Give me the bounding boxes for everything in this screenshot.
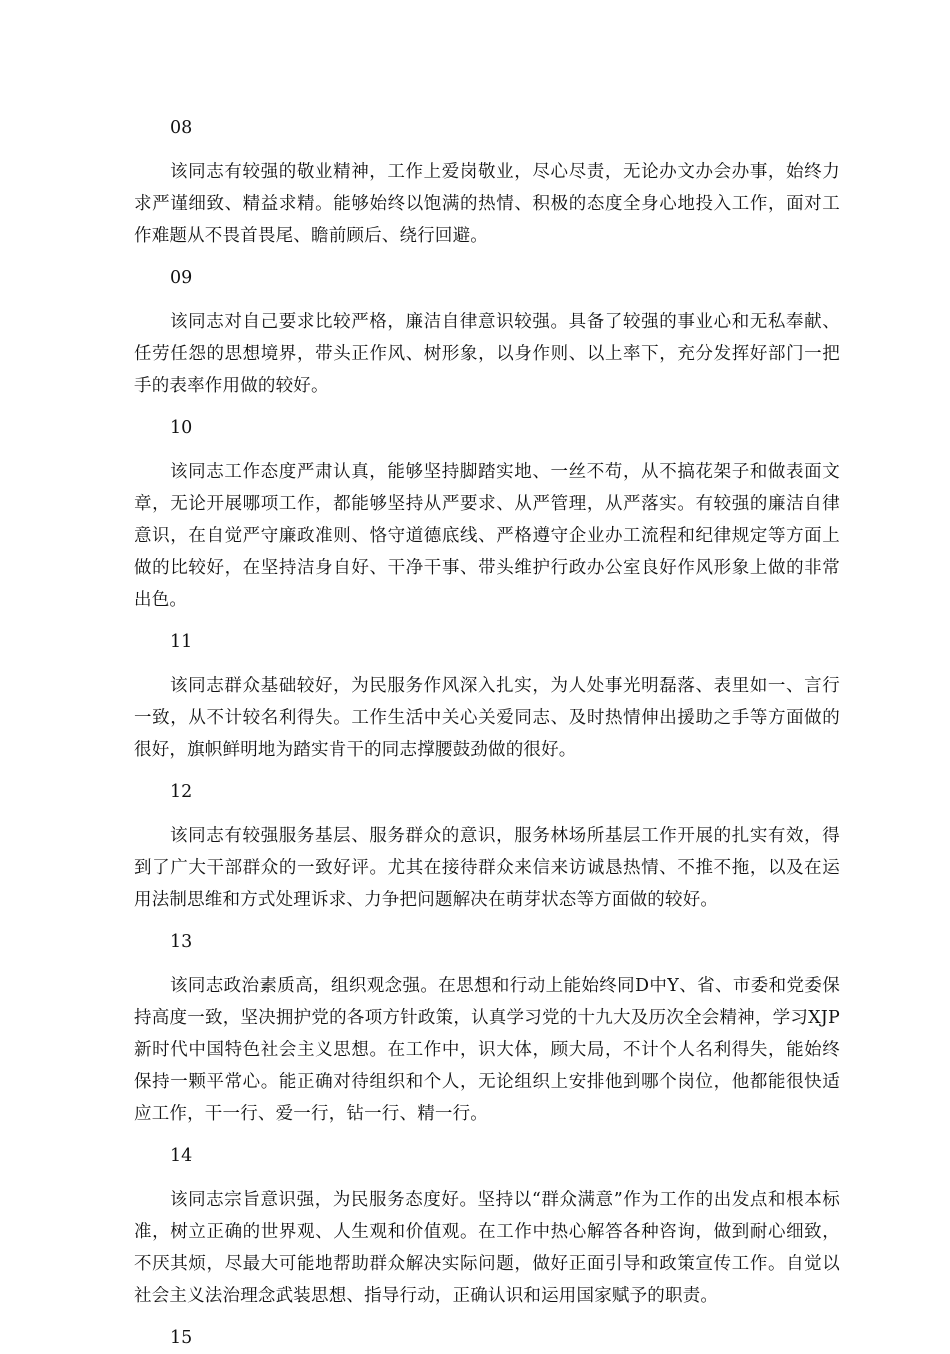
section-number: 15: [170, 1328, 193, 1348]
section-number: 12: [170, 782, 193, 802]
section-paragraph: 该同志宗旨意识强，为民服务态度好。坚持以“群众满意”作为工作的出发点和根本标准，树立正确的世界观、人生观和价值观。在工作中热心解答各种咨询，做到耐心细致，不厌其烦，尽最大可能地帮助群众解决实际问题，做好正面引导和政策宣传工作。自觉以社会主义法治理念武装思想、指导行动，正确认识和运用国家赋予的职责。: [134, 1190, 840, 1306]
section-paragraph: 该同志有较强服务基层、服务群众的意识，服务林场所基层工作开展的扎实有效，得到了广大干部群众的一致好评。尤其在接待群众来信来访诚恳热情、不推不拖，以及在运用法制思维和方式处理诉求、力争把问题解决在萌芽状态等方面做的较好。: [134, 826, 840, 910]
document-page: [134, 112, 840, 1354]
section-paragraph: 该同志政治素质高，组织观念强。在思想和行动上能始终同D中Y、省、市委和党委保持高度一致，坚决拥护党的各项方针政策，认真学习党的十九大及历次全会精神，学习XJP新时代中国特色社会主义思想。在工作中，识大体，顾大局，不计个人名利得失，能始终保持一颗平常心。能正确对待组织和个人，无论组织上安排他到哪个岗位，他都能很快适应工作，干一行、爱一行，钻一行、精一行。: [134, 976, 840, 1124]
section-number: 11: [170, 632, 193, 652]
section-paragraph: 该同志群众基础较好，为民服务作风深入扎实，为人处事光明磊落、表里如一、言行一致，从不计较名利得失。工作生活中关心关爱同志、及时热情伸出援助之手等方面做的很好，旗帜鲜明地为踏实肯干的同志撑腰鼓劲做的很好。: [134, 676, 840, 760]
section-number: 13: [170, 932, 193, 952]
section-number: 09: [170, 268, 193, 288]
section-number: 14: [170, 1146, 193, 1166]
section-paragraph: 该同志有较强的敬业精神，工作上爱岗敬业，尽心尽责，无论办文办会办事，始终力求严谨细致、精益求精。能够始终以饱满的热情、积极的态度全身心地投入工作，面对工作难题从不畏首畏尾、瞻前顾后、绕行回避。: [134, 162, 840, 246]
section-paragraph: 该同志对自己要求比较严格，廉洁自律意识较强。具备了较强的事业心和无私奉献、任劳任怨的思想境界，带头正作风、树形象，以身作则、以上率下，充分发挥好部门一把手的表率作用做的较好。: [134, 312, 840, 396]
section-number: 08: [170, 118, 193, 138]
section-paragraph: 该同志工作态度严肃认真，能够坚持脚踏实地、一丝不苟，从不搞花架子和做表面文章，无论开展哪项工作，都能够坚持从严要求、从严管理，从严落实。有较强的廉洁自律意识，在自觉严守廉政准则、恪守道德底线、严格遵守企业办工流程和纪律规定等方面上做的比较好，在坚持洁身自好、干净干事、带头维护行政办公室良好作风形象上做的非常出色。: [134, 462, 840, 610]
section-number: 10: [170, 418, 193, 438]
